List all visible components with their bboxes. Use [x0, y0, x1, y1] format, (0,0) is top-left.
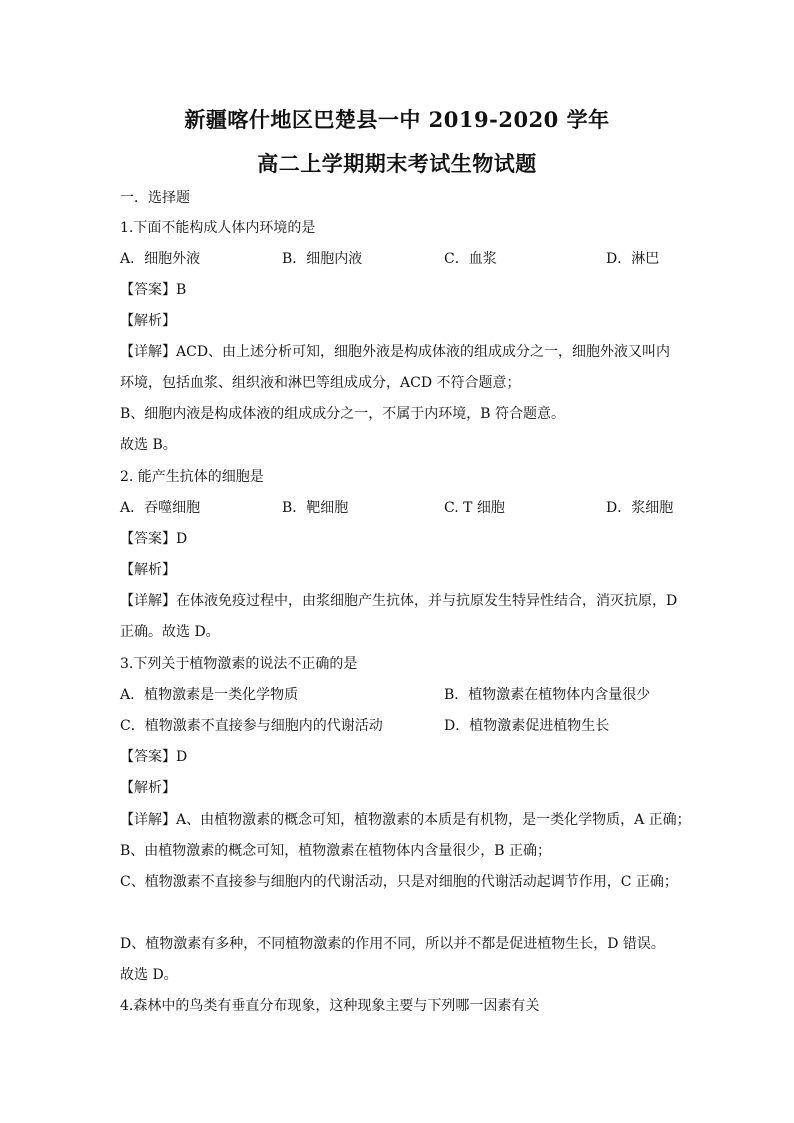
- q3-analysis: 【解析】: [120, 780, 176, 796]
- q1-option-d: D．淋巴: [606, 251, 660, 267]
- q3-option-d: D．植物激素促进植物生长: [444, 718, 610, 734]
- q3-option-a: A．植物激素是一类化学物质: [120, 687, 299, 703]
- q2-option-b: B．靶细胞: [282, 500, 349, 516]
- q1-stem: 1.下面不能构成人体内环境的是: [120, 220, 316, 236]
- q1-detail-line: B、细胞内液是构成体液的组成成分之一，不属于内环境，B 符合题意。: [120, 406, 566, 422]
- q2-detail-line: 正确。故选 D。: [120, 624, 220, 640]
- section-heading: 一．选择题: [120, 190, 190, 206]
- doc-title-line2: 高二上学期期末考试生物试题: [257, 151, 537, 176]
- q2-option-d: D．浆细胞: [606, 500, 674, 516]
- q1-option-a: A．细胞外液: [120, 251, 201, 267]
- q3-detail-line: 【详解】A、由植物激素的概念可知，植物激素的本质是有机物，是一类化学物质，A 正确；: [120, 812, 691, 828]
- q3-answer: 【答案】D: [120, 749, 188, 765]
- q2-option-c: C. T 细胞: [444, 500, 505, 516]
- q3-stem: 3.下列关于植物激素的说法不正确的是: [120, 656, 358, 672]
- q1-answer: 【答案】B: [120, 282, 187, 298]
- q1-option-c: C．血浆: [444, 251, 497, 267]
- q1-detail-line: 【详解】ACD、由上述分析可知，细胞外液是构成体液的组成成分之一，细胞外液又叫内: [120, 344, 671, 360]
- q1-option-b: B．细胞内液: [282, 251, 363, 267]
- q1-detail-line: 故选 B。: [120, 437, 177, 453]
- q4-stem: 4.森林中的鸟类有垂直分布现象，这种现象主要与下列哪一因素有关: [120, 998, 540, 1014]
- q3-detail-line: 故选 D。: [120, 967, 178, 983]
- q3-detail-line: D、植物激素有多种，不同植物激素的作用不同，所以并不都是促进植物生长，D 错误。: [120, 936, 665, 952]
- q3-detail-line: C、植物激素不直接参与细胞内的代谢活动，只是对细胞的代谢活动起调节作用，C 正确；: [120, 874, 678, 890]
- q2-stem: 2. 能产生抗体的细胞是: [120, 469, 264, 485]
- q2-detail-line: 【详解】在体液免疫过程中，由浆细胞产生抗体，并与抗原发生特异性结合，消灭抗原，D: [120, 593, 678, 609]
- q3-option-c: C．植物激素不直接参与细胞内的代谢活动: [120, 718, 383, 734]
- q1-detail-line: 环境，包括血浆、组织液和淋巴等组成成分，ACD 不符合题意；: [120, 375, 521, 391]
- doc-title-line1: 新疆喀什地区巴楚县一中 2019-2020 学年: [184, 107, 610, 132]
- q2-answer: 【答案】D: [120, 531, 188, 547]
- q3-option-b: B．植物激素在植物体内含量很少: [444, 687, 651, 703]
- q2-analysis: 【解析】: [120, 562, 176, 578]
- q3-detail-line: B、由植物激素的概念可知，植物激素在植物体内含量很少，B 正确；: [120, 843, 552, 859]
- q2-option-a: A．吞噬细胞: [120, 500, 201, 516]
- q1-analysis: 【解析】: [120, 313, 176, 329]
